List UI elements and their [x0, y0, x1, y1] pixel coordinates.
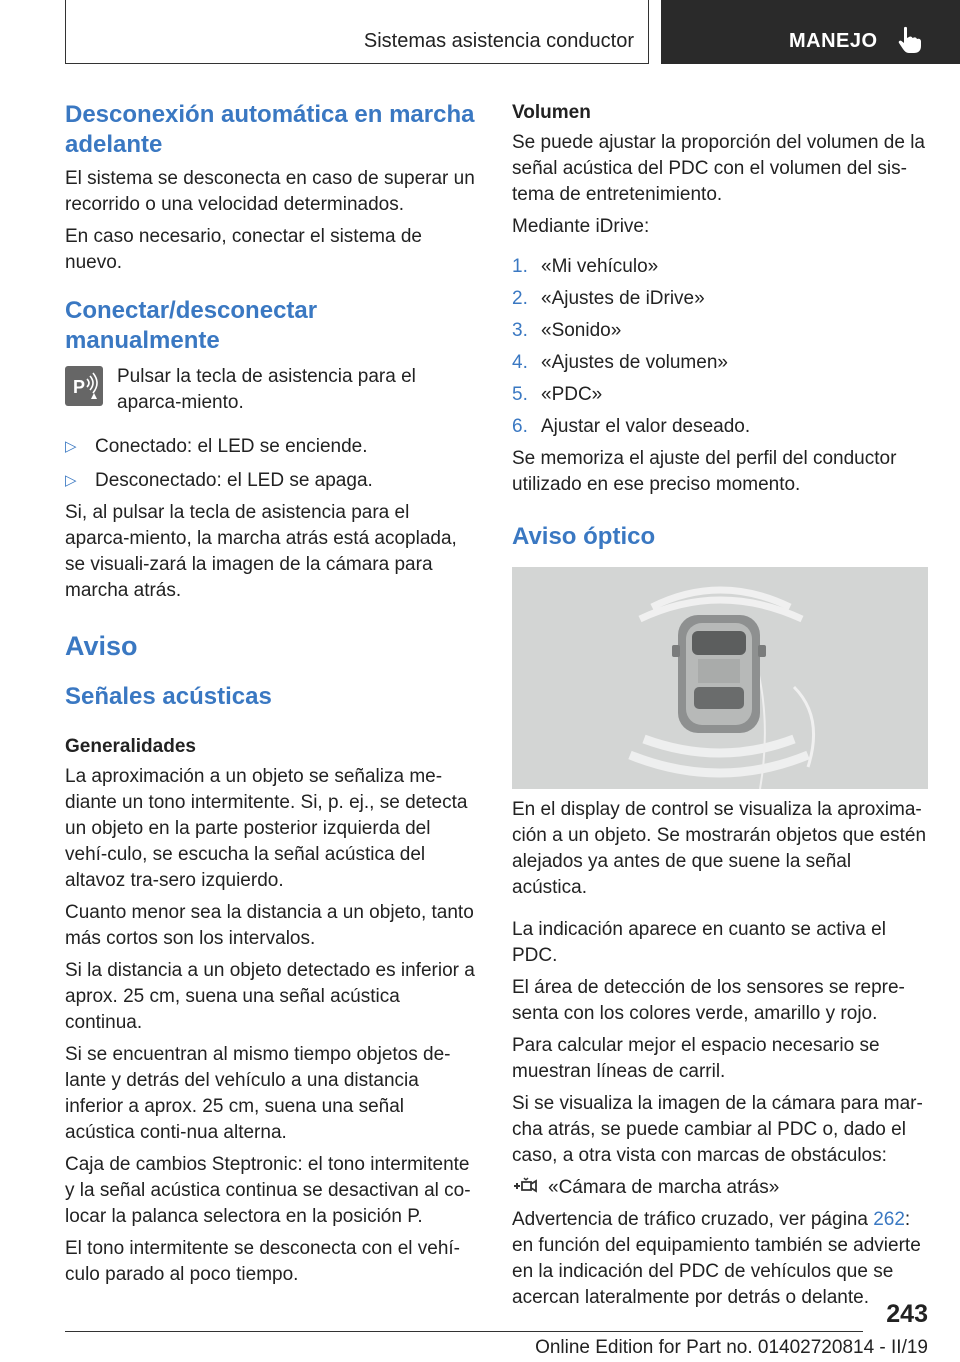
para-optico-1: En el display de control se visualiza la aproxima‐ción a un objeto. Se mostrarán objetos que estén alejados ya antes de que suene la señal acústica. — [512, 799, 927, 898]
para-optico-2: La indicación aparece en cuanto se activa el PDC. — [512, 919, 886, 966]
heading-auto-off: Desconexión automática en marcha adelante — [65, 101, 475, 158]
right-column-lower — [512, 797, 928, 1311]
list-item: 3. «Sonido» — [512, 320, 622, 341]
heading-aviso: Aviso — [65, 631, 138, 661]
para-auto-off-2: En caso necesario, conectar el sistema de nuevo. — [65, 226, 422, 273]
pdc-car-top-view-icon — [512, 567, 928, 789]
bullet-text: Desconectado: el LED se apaga. — [95, 470, 373, 491]
para-optico-4: Para calcular mejor el espacio necesario se muestran líneas de carril. — [512, 1035, 880, 1082]
heading-optico: Aviso óptico — [512, 523, 656, 550]
header-section-title: Sistemas asistencia conductor — [363, 30, 634, 52]
list-item: 4. «Ajustes de volumen» — [512, 352, 728, 373]
heading-generalidades: Generalidades — [65, 736, 196, 757]
footer-divider — [65, 1331, 863, 1332]
list-item — [65, 434, 477, 460]
para-volumen-3: Se memoriza el ajuste del perfil del conductor utilizado en ese preciso momento. — [512, 448, 897, 495]
obstacle-marking-icon — [512, 1176, 538, 1196]
hand-pointer-icon — [897, 26, 923, 54]
footer-edition: Online Edition for Part no. 01402720814 - II/19 — [535, 1337, 928, 1358]
button-instruction — [65, 364, 477, 416]
page-number: 243 — [886, 1300, 928, 1328]
pdc-display-figure — [512, 567, 928, 789]
list-item: 5. «PDC» — [512, 384, 603, 405]
header-chapter-label: MANEJO — [789, 30, 878, 52]
page-link[interactable]: 262 — [873, 1209, 905, 1230]
svg-text:P: P — [73, 377, 86, 397]
header-chapter-tab — [661, 0, 960, 64]
para-button: Pulsar la tecla de asistencia para el aparca‐miento. — [117, 366, 416, 413]
list-item: 1. «Mi vehículo» — [512, 256, 659, 277]
para-cross-traffic: Advertencia de tráfico cruzado, ver página 262: en función del equipamiento también se advierte en la indicación del PDC de vehículos que se acercan lateralmente por detrás o delante. — [512, 1209, 921, 1308]
left-column — [65, 100, 477, 1288]
header-section-box — [65, 0, 649, 64]
camera-option — [512, 1175, 928, 1201]
steps-list — [512, 254, 928, 440]
list-item: 2. «Ajustes de iDrive» — [512, 288, 705, 309]
camera-option-label: «Cámara de marcha atrás» — [548, 1177, 780, 1198]
heading-manual: Conectar/desconectar manualmente — [65, 297, 318, 354]
para-general-3: Si la distancia a un objeto detectado es inferior a aprox. 25 cm, suena una señal acústica continua. — [65, 960, 475, 1033]
right-column — [512, 100, 928, 552]
para-reverse: Si, al pulsar la tecla de asistencia para el aparca‐miento, la marcha atrás está acoplada, se visuali‐zará la imagen de la cámara para marcha atrás. — [65, 502, 457, 601]
para-volumen-2: Mediante iDrive: — [512, 216, 650, 237]
para-general-2: Cuanto menor sea la distancia a un objeto, tanto más cortos son los intervalos. — [65, 902, 474, 949]
bullet-text: Conectado: el LED se enciende. — [95, 436, 368, 457]
triangle-bullet-icon: ▷ — [65, 472, 77, 489]
para-optico-5: Si se visualiza la imagen de la cámara para mar‐cha atrás, se puede cambiar al PDC o, dado el caso, a otra vista con marcas de obstáculos: — [512, 1093, 923, 1166]
para-auto-off-1: El sistema se desconecta en caso de superar un recorrido o una velocidad determinados. — [65, 168, 475, 215]
para-general-6: El tono intermitente se desconecta con el vehí‐culo parado al poco tiempo. — [65, 1238, 461, 1285]
para-volumen-1: Se puede ajustar la proporción del volumen de la señal acústica del PDC con el volumen del sis‐tema de entretenimiento. — [512, 132, 925, 205]
triangle-bullet-icon: ▷ — [65, 438, 77, 455]
para-optico-3: El área de detección de los sensores se repre‐senta con los colores verde, amarillo y rojo. — [512, 977, 905, 1024]
heading-volumen: Volumen — [512, 102, 591, 123]
park-assist-button-icon — [65, 366, 103, 406]
list-item: 6. Ajustar el valor deseado. — [512, 416, 751, 437]
para-general-4: Si se encuentran al mismo tiempo objetos de‐lante y detrás del vehículo a una distancia inferior a aprox. 25 cm, suena una señal acústica conti‐nua alterna. — [65, 1044, 451, 1143]
list-item — [65, 468, 477, 494]
para-general-5: Caja de cambios Steptronic: el tono intermitente y la señal acústica continua se desactivan al co‐locar la palanca selectora en la posición P. — [65, 1154, 471, 1227]
heading-senales: Señales acústicas — [65, 683, 272, 710]
para-general-1: La aproximación a un objeto se señaliza me‐diante un tono intermitente. Si, p. ej., se detecta un objeto en la parte posterior izquierda del vehí‐culo, se escucha la señal acústica del altavoz tra‐sero izquierdo. — [65, 766, 468, 891]
